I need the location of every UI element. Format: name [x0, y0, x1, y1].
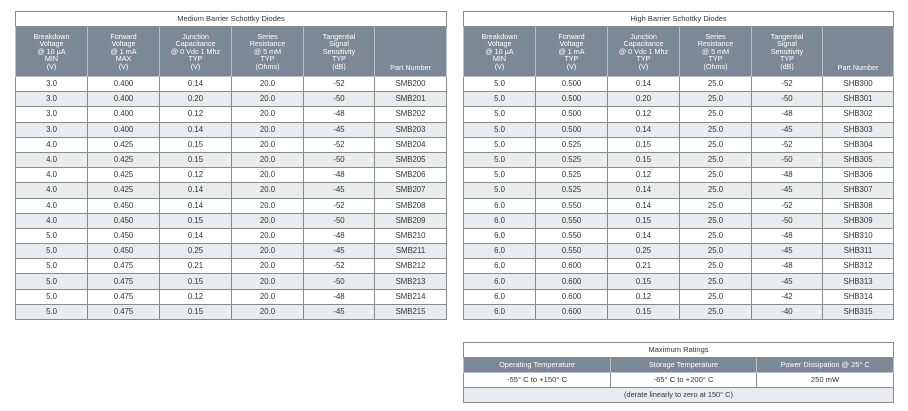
table-cell: 0.14	[160, 183, 232, 198]
part-number-cell: SMB212	[375, 259, 447, 274]
table-cell: 25.0	[680, 228, 752, 243]
table-cell: 25.0	[680, 107, 752, 122]
part-number-cell: SMB207	[375, 183, 447, 198]
medium-table-title: Medium Barrier Schottky Diodes	[16, 12, 447, 27]
operating-temperature-value: -55° C to +150° C	[464, 373, 611, 388]
column-header: Series Resistance @ 5 mM TYP (Ohms)	[232, 27, 304, 77]
table-cell: 5.0	[464, 92, 536, 107]
table-cell: 0.475	[88, 274, 160, 289]
table-cell: -52	[752, 137, 823, 152]
table-cell: -48	[304, 289, 375, 304]
table-cell: 25.0	[680, 274, 752, 289]
column-header: Junction Capacitance @ 0 Vdc 1 Mhz TYP (V)	[608, 27, 680, 77]
table-cell: 20.0	[232, 304, 304, 319]
table-cell: 4.0	[16, 137, 88, 152]
table-cell: 5.0	[464, 77, 536, 92]
table-cell: -50	[304, 274, 375, 289]
table-cell: 5.0	[464, 152, 536, 167]
table-cell: 0.14	[160, 198, 232, 213]
table-row	[464, 304, 894, 319]
part-number-cell: SHB309	[823, 213, 894, 228]
table-row	[16, 77, 447, 92]
table-row	[464, 183, 894, 198]
table-cell: 0.600	[536, 304, 608, 319]
power-dissipation-header: Power Dissipation @ 25° C	[757, 358, 894, 373]
operating-temperature-header: Operating Temperature	[464, 358, 611, 373]
table-cell: 3.0	[16, 107, 88, 122]
table-cell: 25.0	[680, 213, 752, 228]
table-cell: 25.0	[680, 259, 752, 274]
table-cell: 5.0	[464, 168, 536, 183]
part-number-cell: SHB304	[823, 137, 894, 152]
column-header: Part Number	[823, 27, 894, 77]
part-number-cell: SMB203	[375, 122, 447, 137]
table-row	[16, 228, 447, 243]
table-cell: 0.20	[160, 92, 232, 107]
table-row	[16, 259, 447, 274]
column-header: Breakdown Voltage @ 10 μA MIN (V)	[16, 27, 88, 77]
table-cell: -45	[304, 122, 375, 137]
part-number-cell: SMB200	[375, 77, 447, 92]
table-row	[16, 92, 447, 107]
table-row	[16, 122, 447, 137]
table-cell: -45	[752, 274, 823, 289]
table-row	[464, 122, 894, 137]
power-dissipation-value: 250 mW	[757, 373, 894, 388]
table-cell: -45	[752, 122, 823, 137]
part-number-cell: SMB213	[375, 274, 447, 289]
part-number-cell: SHB315	[823, 304, 894, 319]
table-cell: 0.550	[536, 198, 608, 213]
table-cell: -50	[752, 152, 823, 167]
max-ratings-title: Maximum Ratings	[464, 343, 894, 358]
table-cell: 20.0	[232, 77, 304, 92]
part-number-cell: SHB311	[823, 244, 894, 259]
table-cell: -52	[304, 198, 375, 213]
table-cell: -48	[752, 107, 823, 122]
table-row	[464, 274, 894, 289]
table-cell: -50	[304, 213, 375, 228]
table-cell: -48	[304, 168, 375, 183]
table-cell: -50	[752, 92, 823, 107]
table-row	[464, 244, 894, 259]
table-cell: -52	[752, 77, 823, 92]
table-cell: 5.0	[16, 289, 88, 304]
column-header: Tangential Signal Sensitivity TYP (dB)	[304, 27, 375, 77]
table-cell: 0.14	[608, 122, 680, 137]
table-cell: 6.0	[464, 244, 536, 259]
table-cell: -52	[304, 137, 375, 152]
table-cell: 25.0	[680, 168, 752, 183]
table-cell: 0.600	[536, 289, 608, 304]
table-row	[16, 213, 447, 228]
table-cell: 0.12	[160, 168, 232, 183]
table-cell: 0.25	[160, 244, 232, 259]
table-cell: 5.0	[464, 122, 536, 137]
table-cell: 0.12	[608, 107, 680, 122]
table-cell: 0.14	[160, 77, 232, 92]
table-row	[16, 198, 447, 213]
medium-barrier-table	[15, 11, 447, 320]
column-header: Part Number	[375, 27, 447, 77]
table-cell: 20.0	[232, 228, 304, 243]
table-cell: -40	[752, 304, 823, 319]
table-cell: 0.12	[608, 168, 680, 183]
table-cell: 0.600	[536, 274, 608, 289]
column-header: Breakdown Voltage @ 10 μA MIN (V)	[464, 27, 536, 77]
table-row	[464, 107, 894, 122]
table-cell: 6.0	[464, 198, 536, 213]
table-cell: 0.14	[608, 183, 680, 198]
part-number-cell: SHB303	[823, 122, 894, 137]
table-cell: -45	[304, 244, 375, 259]
table-cell: 0.500	[536, 92, 608, 107]
part-number-cell: SMB206	[375, 168, 447, 183]
table-cell: 0.475	[88, 259, 160, 274]
table-cell: 5.0	[16, 259, 88, 274]
table-cell: 0.15	[608, 137, 680, 152]
part-number-cell: SHB307	[823, 183, 894, 198]
table-cell: -45	[304, 183, 375, 198]
table-cell: -48	[752, 259, 823, 274]
table-row	[16, 168, 447, 183]
table-cell: 20.0	[232, 168, 304, 183]
high-table-title: High Barrier Schottky Diodes	[464, 12, 894, 27]
table-row	[16, 289, 447, 304]
table-cell: 0.14	[608, 228, 680, 243]
table-cell: -45	[752, 244, 823, 259]
table-cell: 5.0	[464, 107, 536, 122]
medium-table-body	[16, 77, 447, 320]
table-cell: 0.20	[608, 92, 680, 107]
table-cell: -42	[752, 289, 823, 304]
table-cell: 0.400	[88, 92, 160, 107]
table-cell: 0.600	[536, 259, 608, 274]
high-table-body	[464, 77, 894, 320]
table-row	[16, 244, 447, 259]
table-row	[464, 213, 894, 228]
medium-header-row	[16, 27, 447, 77]
table-cell: 4.0	[16, 213, 88, 228]
table-cell: -50	[304, 92, 375, 107]
table-cell: 0.14	[160, 122, 232, 137]
table-row	[16, 137, 447, 152]
table-row	[464, 259, 894, 274]
table-cell: 0.21	[160, 259, 232, 274]
table-cell: 6.0	[464, 274, 536, 289]
table-cell: 0.550	[536, 244, 608, 259]
part-number-cell: SMB214	[375, 289, 447, 304]
table-cell: 0.14	[608, 77, 680, 92]
table-cell: 5.0	[16, 304, 88, 319]
table-cell: 20.0	[232, 92, 304, 107]
table-cell: 0.475	[88, 289, 160, 304]
table-row	[464, 289, 894, 304]
part-number-cell: SMB204	[375, 137, 447, 152]
table-cell: 0.525	[536, 168, 608, 183]
table-cell: 0.475	[88, 304, 160, 319]
table-cell: 0.15	[608, 304, 680, 319]
part-number-cell: SHB301	[823, 92, 894, 107]
table-cell: 0.450	[88, 244, 160, 259]
table-cell: 0.12	[608, 289, 680, 304]
table-cell: 20.0	[232, 198, 304, 213]
table-cell: 20.0	[232, 289, 304, 304]
table-cell: 20.0	[232, 274, 304, 289]
column-header: Forward Voltage @ 1 mA MAX (V)	[88, 27, 160, 77]
table-cell: 20.0	[232, 122, 304, 137]
table-cell: -52	[304, 77, 375, 92]
table-cell: 0.14	[608, 198, 680, 213]
table-cell: -52	[304, 259, 375, 274]
table-cell: 0.400	[88, 107, 160, 122]
table-cell: 3.0	[16, 122, 88, 137]
table-cell: 4.0	[16, 183, 88, 198]
table-cell: 0.525	[536, 137, 608, 152]
table-cell: 5.0	[464, 137, 536, 152]
table-cell: 5.0	[16, 228, 88, 243]
table-cell: 25.0	[680, 77, 752, 92]
table-cell: 5.0	[16, 274, 88, 289]
table-cell: 5.0	[16, 244, 88, 259]
table-cell: 20.0	[232, 259, 304, 274]
table-cell: 20.0	[232, 244, 304, 259]
table-cell: 25.0	[680, 289, 752, 304]
table-row	[464, 152, 894, 167]
table-cell: 0.550	[536, 228, 608, 243]
table-cell: 0.15	[160, 213, 232, 228]
table-cell: 0.525	[536, 152, 608, 167]
table-cell: -50	[304, 152, 375, 167]
part-number-cell: SHB306	[823, 168, 894, 183]
table-cell: 5.0	[464, 183, 536, 198]
part-number-cell: SMB211	[375, 244, 447, 259]
derating-note: (derate linearly to zero at 150° C)	[464, 388, 894, 403]
table-cell: -48	[752, 228, 823, 243]
column-header: Tangential Signal Sensitivity TYP (dB)	[752, 27, 823, 77]
table-cell: 20.0	[232, 152, 304, 167]
storage-temperature-header: Storage Temperature	[611, 358, 757, 373]
table-cell: 3.0	[16, 77, 88, 92]
table-cell: 0.400	[88, 77, 160, 92]
table-cell: 0.14	[160, 228, 232, 243]
table-cell: 0.12	[160, 289, 232, 304]
table-row	[464, 168, 894, 183]
part-number-cell: SMB208	[375, 198, 447, 213]
table-cell: 3.0	[16, 92, 88, 107]
table-cell: 6.0	[464, 259, 536, 274]
table-row	[16, 152, 447, 167]
table-row	[16, 107, 447, 122]
table-row	[464, 137, 894, 152]
table-cell: 0.425	[88, 152, 160, 167]
part-number-cell: SHB310	[823, 228, 894, 243]
part-number-cell: SHB313	[823, 274, 894, 289]
table-cell: 0.500	[536, 77, 608, 92]
table-cell: -45	[304, 304, 375, 319]
part-number-cell: SMB202	[375, 107, 447, 122]
table-cell: 0.500	[536, 107, 608, 122]
table-row	[16, 274, 447, 289]
part-number-cell: SMB210	[375, 228, 447, 243]
table-cell: 4.0	[16, 198, 88, 213]
table-cell: 0.450	[88, 198, 160, 213]
storage-temperature-value: -65° C to +200° C	[611, 373, 757, 388]
table-row	[464, 92, 894, 107]
table-cell: 4.0	[16, 152, 88, 167]
part-number-cell: SHB308	[823, 198, 894, 213]
table-row	[16, 304, 447, 319]
table-cell: -50	[752, 213, 823, 228]
table-cell: 0.400	[88, 122, 160, 137]
part-number-cell: SHB312	[823, 259, 894, 274]
table-cell: 0.15	[608, 152, 680, 167]
table-cell: 0.15	[160, 304, 232, 319]
table-cell: 6.0	[464, 289, 536, 304]
table-cell: 0.15	[160, 274, 232, 289]
table-cell: 0.450	[88, 228, 160, 243]
part-number-cell: SMB209	[375, 213, 447, 228]
table-cell: 0.450	[88, 213, 160, 228]
table-cell: 25.0	[680, 244, 752, 259]
table-cell: 4.0	[16, 168, 88, 183]
table-cell: -52	[752, 198, 823, 213]
table-cell: 0.21	[608, 259, 680, 274]
table-cell: 0.15	[160, 152, 232, 167]
table-cell: 0.15	[608, 274, 680, 289]
table-cell: 6.0	[464, 213, 536, 228]
table-cell: 0.15	[608, 213, 680, 228]
table-cell: 25.0	[680, 137, 752, 152]
table-cell: 0.425	[88, 183, 160, 198]
column-header: Series Resistance @ 5 mM TYP (Ohms)	[680, 27, 752, 77]
table-cell: 25.0	[680, 152, 752, 167]
table-cell: -45	[752, 183, 823, 198]
table-cell: 6.0	[464, 304, 536, 319]
table-cell: 25.0	[680, 92, 752, 107]
table-row	[464, 77, 894, 92]
part-number-cell: SHB314	[823, 289, 894, 304]
part-number-cell: SHB305	[823, 152, 894, 167]
table-cell: -48	[752, 168, 823, 183]
table-cell: 20.0	[232, 137, 304, 152]
maximum-ratings-table	[463, 342, 894, 403]
part-number-cell: SMB205	[375, 152, 447, 167]
part-number-cell: SHB300	[823, 77, 894, 92]
column-header: Forward Voltage @ 1 mA TYP (V)	[536, 27, 608, 77]
table-cell: 0.525	[536, 183, 608, 198]
table-cell: -48	[304, 228, 375, 243]
table-cell: 0.12	[160, 107, 232, 122]
table-cell: 20.0	[232, 107, 304, 122]
part-number-cell: SMB215	[375, 304, 447, 319]
table-cell: 25.0	[680, 198, 752, 213]
table-cell: 25.0	[680, 304, 752, 319]
table-row	[16, 183, 447, 198]
table-cell: 0.25	[608, 244, 680, 259]
table-cell: 25.0	[680, 122, 752, 137]
table-cell: 0.15	[160, 137, 232, 152]
table-cell: 0.425	[88, 168, 160, 183]
table-cell: -48	[304, 107, 375, 122]
table-cell: 0.425	[88, 137, 160, 152]
part-number-cell: SHB302	[823, 107, 894, 122]
table-cell: 20.0	[232, 213, 304, 228]
table-row	[464, 198, 894, 213]
high-header-row	[464, 27, 894, 77]
table-cell: 6.0	[464, 228, 536, 243]
high-barrier-table	[463, 11, 894, 320]
column-header: Junction Capacitance @ 0 Vdc 1 Mhz TYP (V)	[160, 27, 232, 77]
table-cell: 25.0	[680, 183, 752, 198]
table-cell: 20.0	[232, 183, 304, 198]
table-cell: 0.500	[536, 122, 608, 137]
table-row	[464, 228, 894, 243]
table-cell: 0.550	[536, 213, 608, 228]
part-number-cell: SMB201	[375, 92, 447, 107]
